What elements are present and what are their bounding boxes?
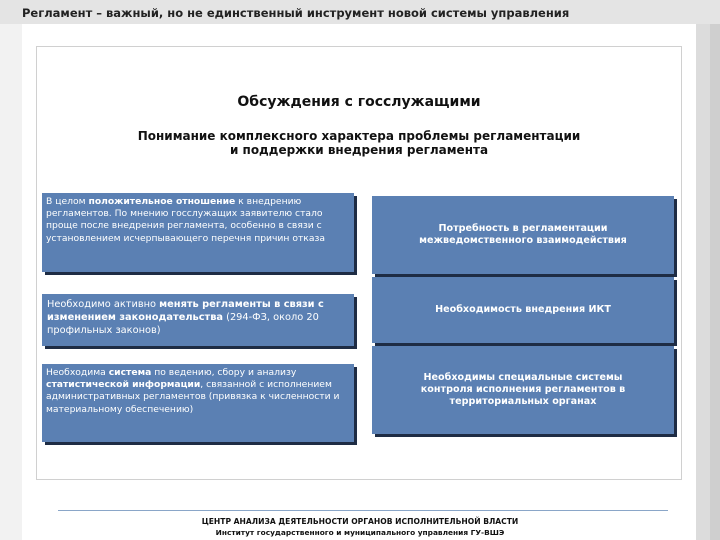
finding-text: , связанной с исполнением административных регламентов (привязка к численности и материальному обеспечению) — [46, 379, 340, 415]
need-line: Необходимы специальные системы — [423, 372, 623, 383]
finding-text: по ведению, сбору и анализу — [151, 367, 297, 378]
slide-title: Регламент – важный, но не единственный инструмент новой системы управления — [22, 6, 570, 20]
right-decor-stripe — [710, 24, 720, 540]
need-line: Необходимость внедрения ИКТ — [435, 304, 611, 315]
left-decor-strip — [0, 24, 22, 540]
footer-divider — [58, 510, 668, 511]
need-line: Потребность в регламентации — [438, 223, 608, 234]
footer-institute: Институт государственного и муниципального управления ГУ-ВШЭ — [215, 528, 505, 537]
need-box-control-systems — [372, 346, 674, 434]
finding-text: Необходимо активно — [47, 299, 160, 310]
finding-text: к внедрению регламентов. По мнению госслужащих заявителю стало проще после внедрения регламента, особенно в связи с установлением исчерпывающего перечня причин отказа — [46, 196, 325, 244]
finding-box-attitude — [42, 193, 354, 272]
panel-subtitle — [97, 129, 621, 157]
finding-emphasis: система — [108, 367, 152, 378]
header-bar — [0, 0, 720, 24]
need-line: территориальных органах — [449, 396, 597, 407]
need-line: контроля исполнения регламентов в — [420, 384, 626, 395]
need-box-interagency — [372, 196, 674, 274]
finding-text: В целом — [46, 196, 89, 207]
footer-org: ЦЕНТР АНАЛИЗА ДЕЯТЕЛЬНОСТИ ОРГАНОВ ИСПОЛНИТЕЛЬНОЙ ВЛАСТИ — [201, 517, 519, 526]
panel-subtitle-line2: и поддержки внедрения регламента — [229, 143, 489, 157]
need-box-ict — [372, 277, 674, 343]
finding-box-statistics — [42, 364, 354, 442]
need-line: межведомственного взаимодействия — [419, 235, 627, 246]
right-decor-strip — [696, 24, 720, 540]
finding-text: Необходима — [46, 367, 109, 378]
finding-emphasis: статистической информации — [46, 379, 201, 391]
panel-subtitle-line1: Понимание комплексного характера проблемы регламентации — [137, 129, 581, 143]
finding-emphasis: менять регламенты в связи с изменением законодательства — [47, 299, 324, 323]
finding-text: (294-ФЗ, около 20 профильных законов) — [47, 312, 319, 336]
finding-box-legislation — [42, 294, 354, 346]
finding-emphasis: положительное отношение — [88, 196, 236, 207]
panel-title: Обсуждения с госслужащими — [237, 94, 481, 110]
